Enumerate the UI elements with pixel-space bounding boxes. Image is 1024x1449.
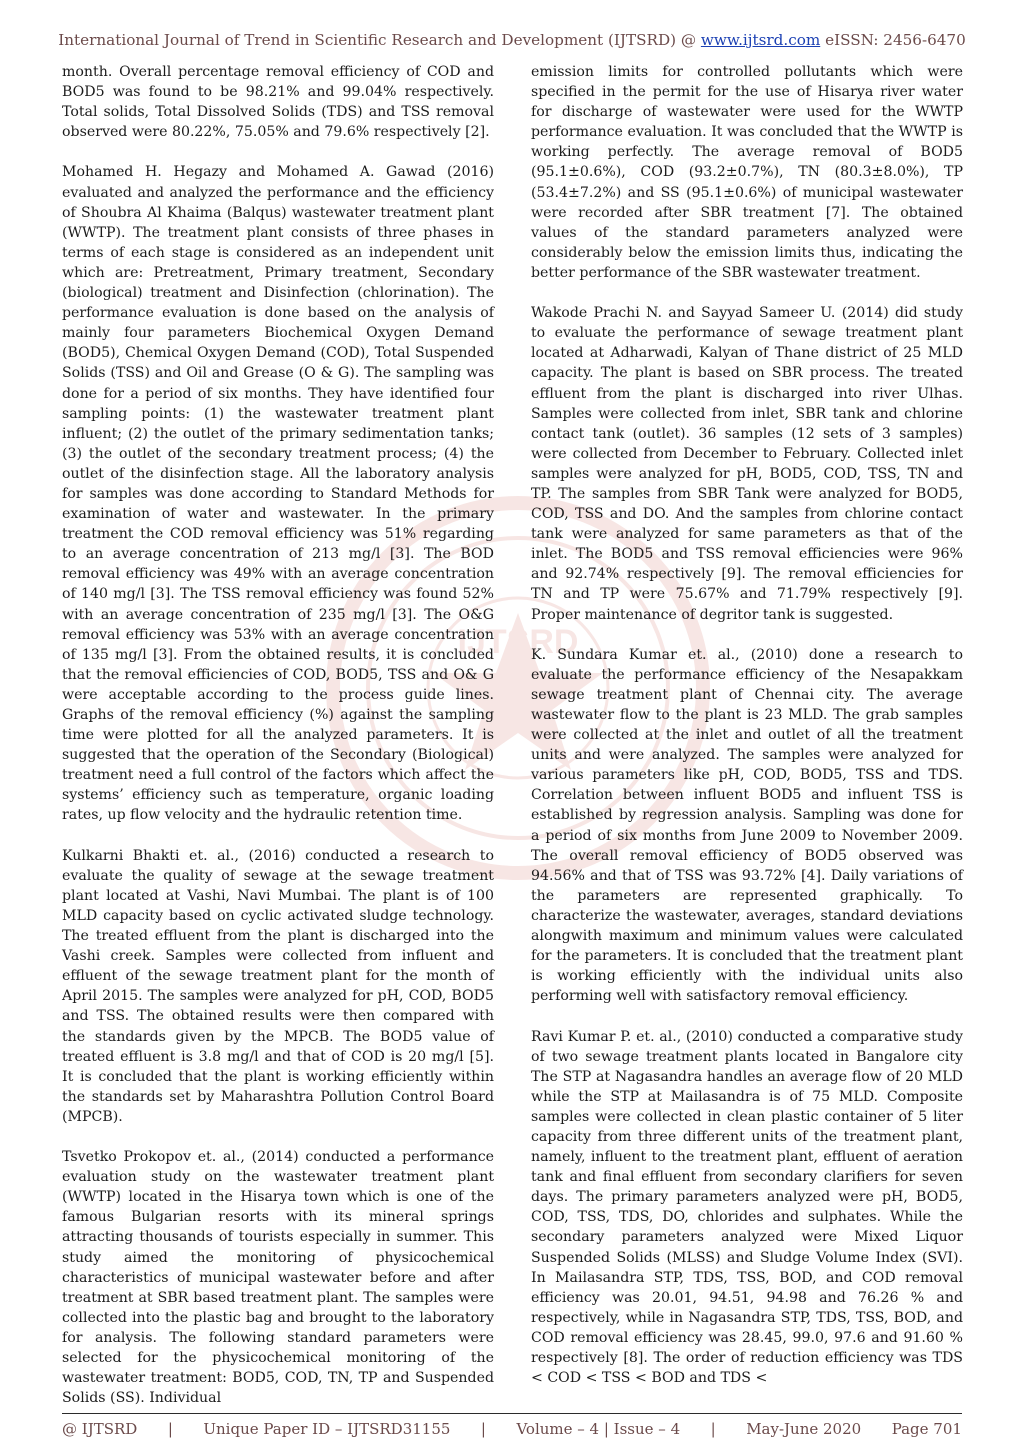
svg-text:IJTSRD: IJTSRD [457,623,579,661]
right-column [531,62,963,1388]
footer-paper-id: Unique Paper ID – IJTSRD31155 [203,1420,451,1438]
paragraph: Wakode Prachi N. and Sayyad Sameer U. (2014) did study to evaluate the performance of sewage treatment plant located at Adharwadi, Kalyan of Thane district of 25 MLD capacity. The plant is based on SBR process. The treated effluent from the plant is discharged into river Ulhas. Samples were collected from inlet, SBR tank and chlorine contact tank (outlet). 36 samples (12 sets of 3 samples) were collected from December to February. Collected inlet samples were analyzed for pH, BOD5, COD, TSS, TN and TP. The samples from SBR Tank were analyzed for BOD5, COD, TSS and DO. And the samples from chlorine contact tank were analyzed for same parameters as that of the inlet. The BOD5 and TSS removal efficiencies were 96% and 92.74% respectively [9]. The removal efficiencies for TN and TP were 75.67% and 71.79% respectively [9]. Proper maintenance of degritor tank is suggested. [531,305,963,623]
footer-separator: | [710,1420,716,1438]
footer-publisher: @ IJTSRD [62,1420,138,1438]
paragraph: emission limits for controlled pollutants which were specified in the permit for the use of Hisarya river water for discharge of wastewater were used for the WWTP performance evaluation. It was concluded that the WWTP is working perfectly. The average removal of BOD5 (95.1±0.6%), COD (93.2±0.7%), TN (80.3±8.0%), TP (53.4±7.2%) and SS (95.1±0.6%) of municipal wastewater were recorded after SBR treatment [7]. The obtained values of the standard parameters analyzed were considerably below the emission limits thus, indicating the better performance of the SBR wastewater treatment. [531,64,963,281]
paragraph: Ravi Kumar P. et. al., (2010) conducted a comparative study of two sewage treatment plants located in Bangalore city The STP at Nagasandra handles an average flow of 20 MLD while the STP at Mailasandra is of 75 MLD. Composite samples were collected in clean plastic container of 5 liter capacity from three different units of the treatment plant, namely, influent to the treatment plant, effluent of aeration tank and final effluent from secondary clarifiers for seven days. The primary parameters analyzed were pH, BOD5, COD, TSS, TDS, DO, chlorides and sulphates. While the secondary parameters analyzed were Mixed Liquor Suspended Solids (MLSS) and Sludge Volume Index (SVI). In Mailasandra STP, TDS, TSS, BOD, and COD removal efficiency was 20.01, 94.51, 94.98 and 76.26 % and respectively, while in Nagasandra STP, TDS, TSS, BOD, and COD removal efficiency was 28.45, 99.0, 97.6 and 91.60 % respectively [8]. The order of reduction efficiency was TDS < COD < TSS < BOD and TDS < [531,1028,963,1387]
paragraph: Tsvetko Prokopov et. al., (2014) conducted a performance evaluation study on the wastewater treatment plant (WWTP) located in the Hisarya town which is one of the famous Bulgarian resorts with its mineral springs attracting thousands of tourists especially in summer. This study aimed the monitoring of physicochemical characteristics of municipal wastewater before and after treatment at SBR based treatment plant. The samples were collected into the plastic bag and brought to the laboratory for analysis. The following standard parameters were selected for the physicochemical monitoring of the wastewater treatment: BOD5, COD, TN, TP and Suspended Solids (SS). Individual [62,1149,494,1407]
journal-issn: eISSN: 2456-6470 [820,31,966,49]
footer-separator: | [480,1420,486,1438]
journal-name: International Journal of Trend in Scientific Research and Development (IJTSRD) @ [58,31,701,49]
journal-header [0,31,1024,49]
paragraph: K. Sundara Kumar et. al., (2010) done a research to evaluate the performance efficiency of the Nesapakkam sewage treatment plant of Chennai city. The average wastewater flow to the plant is 23 MLD. The grab samples were collected at the inlet and outlet of all the treatment units and were analyzed. The samples were analyzed for various parameters like pH, COD, BOD5, TSS and TDS. Correlation between influent BOD5 and influent TSS is established by regression analysis. Sampling was done for a period of six months from June 2009 to November 2009. The overall removal efficiency of BOD5 observed was 94.56% and that of TSS was 93.72% [4]. Daily variations of the parameters are represented graphically. To characterize the wastewater, averages, standard deviations alongwith maximum and minimum values were calculated for the parameters. It is concluded that the treatment plant is working efficiently with the individual units also performing well with satisfactory removal efficiency. [531,646,963,1005]
page-footer [62,1420,962,1438]
left-column [62,62,494,1408]
paragraph: Kulkarni Bhakti et. al., (2016) conducted a research to evaluate the quality of sewage at the sewage treatment plant located at Vashi, Navi Mumbai. The plant is of 100 MLD capacity based on cyclic activated sludge technology. The treated effluent from the plant is discharged into the Vashi creek. Samples were collected from influent and effluent of the sewage treatment plant for the month of April 2015. The samples were analyzed for pH, COD, BOD5 and TSS. The obtained results were then compared with the standards given by the MPCB. The BOD5 value of treated effluent is 3.8 mg/l and that of COD is 20 mg/l [5]. It is concluded that the plant is working efficiently within the standards set by Maharashtra Pollution Control Board (MPCB). [62,847,494,1125]
footer-date: May-June 2020 [746,1420,862,1438]
footer-separator: | [167,1420,173,1438]
footer-volume-issue: Volume – 4 | Issue – 4 [516,1420,681,1438]
paragraph: month. Overall percentage removal efficiency of COD and BOD5 was found to be 98.21% and 99.04% respectively. Total solids, Total Dissolved Solids (TDS) and TSS removal observed were 80.22%, 75.05% and 79.6% respectively [2]. [62,64,494,141]
footer-divider [62,1413,962,1414]
paragraph: Mohamed H. Hegazy and Mohamed A. Gawad (2016) evaluated and analyzed the performance and the efficiency of Shoubra Al Khaima (Balqus) wastewater treatment plant (WWTP). The treatment plant consists of three phases in terms of each stage is considered as an independent unit which are: Pretreatment, Primary treatment, Secondary (biological) treatment and Disinfection (chlorination). The performance evaluation is done based on the analysis of mainly four parameters Biochemical Oxygen Demand (BOD5), Chemical Oxygen Demand (COD), Total Suspended Solids (TSS) and Oil and Grease (O & G). The sampling was done for a period of six months. They have identified four sampling points: (1) the wastewater treatment plant influent; (2) the outlet of the primary sedimentation tanks; (3) the outlet of the secondary treatment process; (4) the outlet of the disinfection stage. All the laboratory analysis for samples was done according to Standard Methods for examination of water and wastewater. In the primary treatment the COD removal efficiency was 51% regarding to an average concentration of 213 mg/l [3]. The BOD removal efficiency was 49% with an average concentration of 140 mg/l [3]. The TSS removal efficiency was found 52% with an average concentration of 235 mg/l [3]. The O&G removal efficiency was 53% with an average concentration of 135 mg/l [3]. From the obtained results, it is concluded that the removal efficiencies of COD, BOD5, TSS and O& G were acceptable according to the process guide lines. Graphs of the removal efficiency (%) against the sampling time were plotted for all the analyzed parameters. It is suggested that the operation of the Secondary (Biological) treatment need a full control of the factors which affect the systems’ efficiency such as temperature, organic loading rates, up flow velocity and the hydraulic retention time. [62,164,494,824]
journal-url-link[interactable]: www.ijtsrd.com [700,31,821,49]
footer-page-number: Page 701 [891,1420,962,1438]
